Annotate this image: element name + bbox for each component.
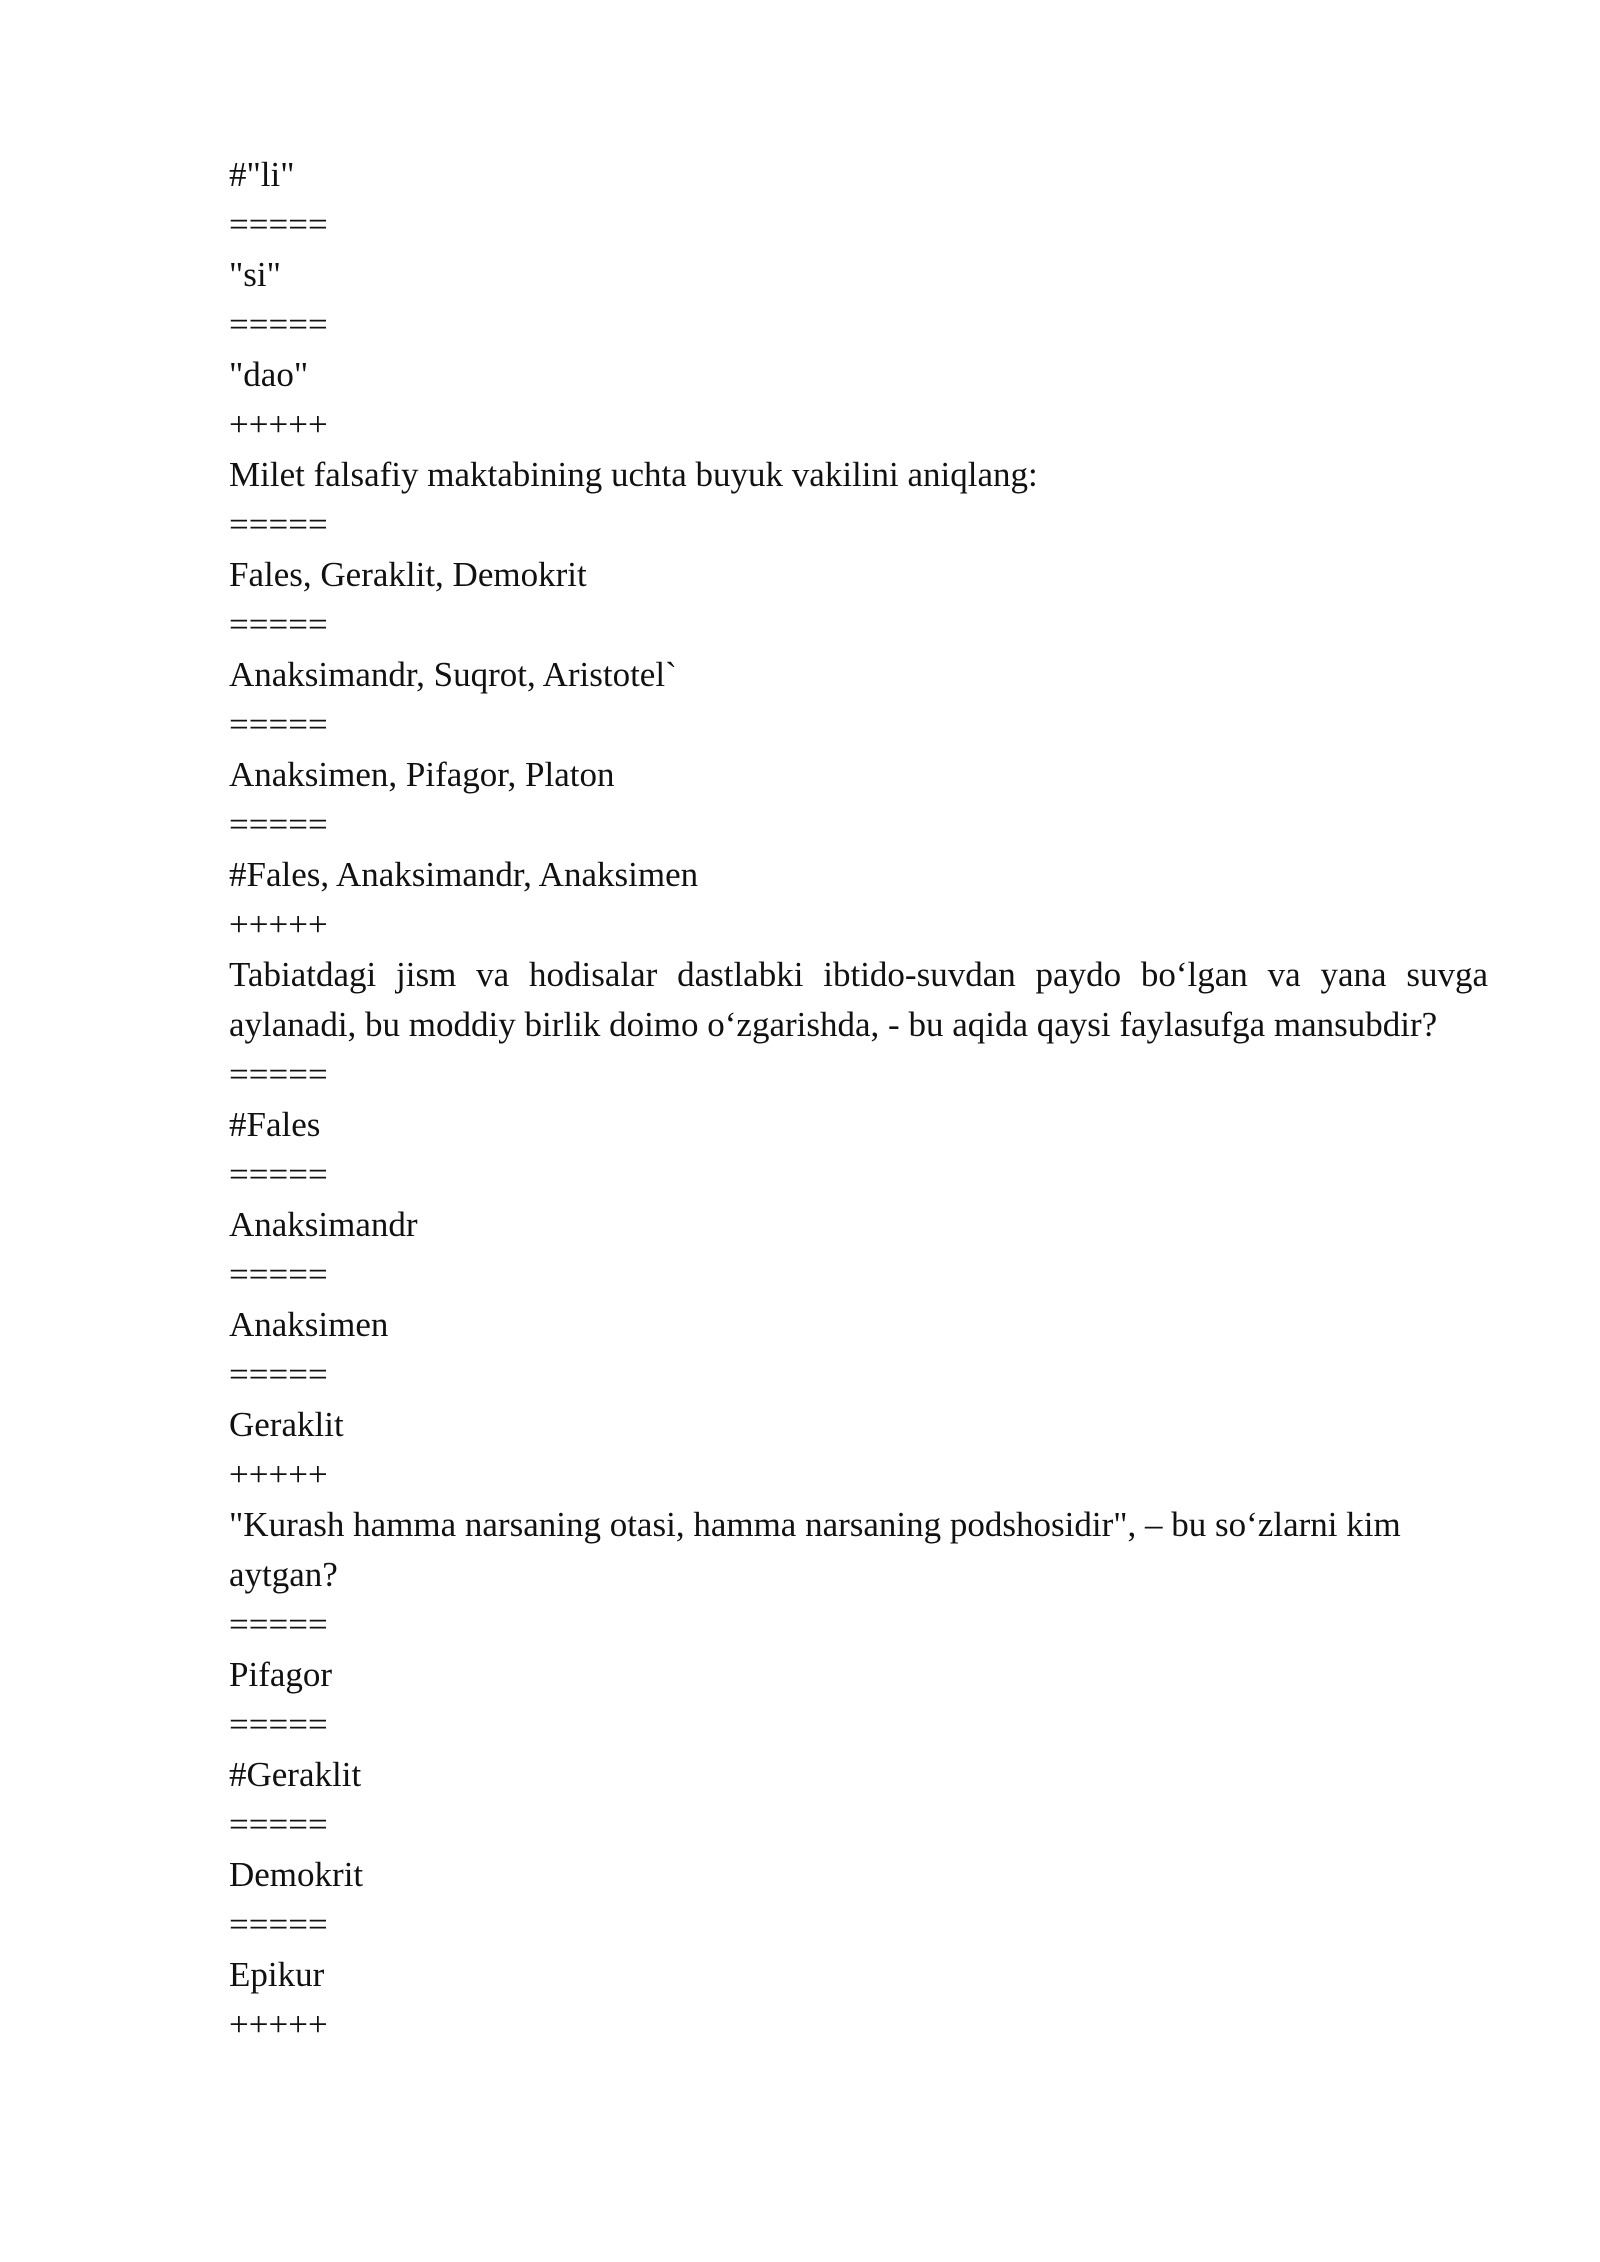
answer-option: Anaksimen, Pifagor, Platon (229, 755, 615, 794)
answer-option: Anaksimandr, Suqrot, Aristotel` (229, 655, 677, 694)
answer-separator: ===== (229, 1255, 328, 1294)
answer-separator: ===== (229, 205, 328, 244)
question-separator: +++++ (229, 2005, 328, 2044)
answer-option-correct: #Fales (229, 1105, 321, 1144)
answer-separator: ===== (229, 1055, 328, 1094)
question-separator: +++++ (229, 405, 328, 444)
question-separator: +++++ (229, 1455, 328, 1494)
question-text: "Kurash hamma narsaning otasi, hamma narsaning podshosidir", – bu so‘zlarni kim aytgan? (229, 1505, 1410, 1594)
answer-separator: ===== (229, 705, 328, 744)
answer-option-correct: #Fales, Anaksimandr, Anaksimen (229, 855, 699, 894)
answer-option: #"li" (229, 155, 295, 194)
answer-separator: ===== (229, 1805, 328, 1844)
answer-separator: ===== (229, 1905, 328, 1944)
question-text: Tabiatdagi jism va hodisalar dastlabki ibtido-suvdan paydo bo‘lgan va yana suvga aylanadi, bu moddiy birlik doimo o‘zgarishda, - bu aqida qaysi faylasufga mansubdir? (229, 955, 1497, 1044)
answer-separator: ===== (229, 605, 328, 644)
answer-option: Anaksimandr (229, 1205, 418, 1244)
answer-option: Epikur (229, 1955, 325, 1994)
answer-separator: ===== (229, 1705, 328, 1744)
answer-separator: ===== (229, 1605, 328, 1644)
answer-separator: ===== (229, 1155, 328, 1194)
question-separator: +++++ (229, 905, 328, 944)
answer-option: Demokrit (229, 1855, 364, 1894)
answer-separator: ===== (229, 1355, 328, 1394)
answer-option: Geraklit (229, 1405, 344, 1444)
document-body (229, 150, 1497, 2050)
answer-option: "dao" (229, 355, 309, 394)
answer-option-correct: #Geraklit (229, 1755, 362, 1794)
answer-option: Anaksimen (229, 1305, 389, 1344)
answer-option: Fales, Geraklit, Demokrit (229, 555, 587, 594)
answer-option: "si" (229, 255, 281, 294)
answer-separator: ===== (229, 305, 328, 344)
question-text: Milet falsafiy maktabining uchta buyuk vakilini aniqlang: (229, 455, 1038, 494)
answer-option: Pifagor (229, 1655, 333, 1694)
answer-separator: ===== (229, 505, 328, 544)
answer-separator: ===== (229, 805, 328, 844)
